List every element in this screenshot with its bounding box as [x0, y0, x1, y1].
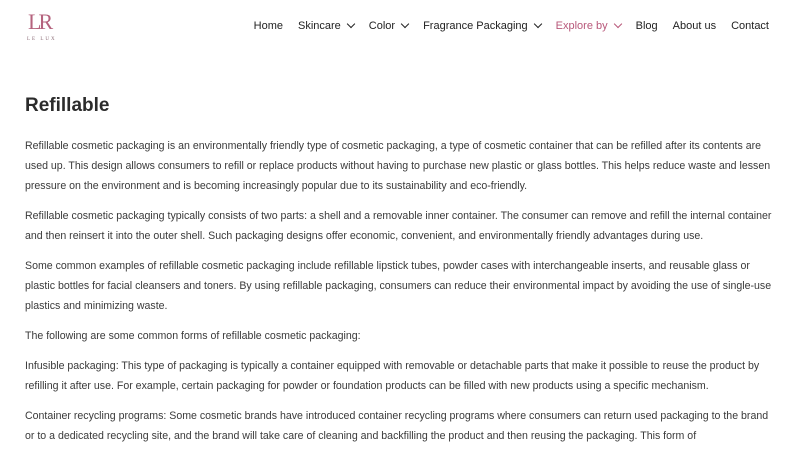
main-nav: [254, 19, 769, 33]
nav-item-label: Skincare: [297, 20, 341, 32]
nav-item-label: Home: [253, 20, 283, 32]
nav-item-fragrance-packaging[interactable]: [423, 19, 541, 33]
paragraph: Some common examples of refillable cosmetic packaging include refillable lipstick tubes, powder cases with interchangeable inserts, and reusable glass or plastic bottles for facial cleansers and toners. By using refillable packaging, consumers can reduce their environmental impact by avoiding the use of single-use plastics and minimizing waste.: [25, 260, 772, 312]
site-header: [0, 0, 800, 54]
nav-item-color[interactable]: [369, 19, 408, 33]
paragraph: Infusible packaging: This type of packaging is typically a container equipped with removable or detachable parts that make it possible to reuse the product by refilling it after use. For example, certain packaging for powder or foundation products can be filled with new products using a specific mechanism.: [25, 360, 760, 392]
nav-item-skincare[interactable]: [298, 19, 354, 33]
nav-item-label: Explore by: [555, 20, 608, 32]
nav-item-label: About us: [672, 20, 717, 32]
nav-item-label: Contact: [731, 20, 769, 32]
nav-item-blog[interactable]: [636, 19, 658, 33]
chevron-down-icon: [613, 20, 621, 28]
chevron-down-icon: [401, 20, 409, 28]
nav-item-contact[interactable]: [731, 19, 769, 33]
paragraph: Refillable cosmetic packaging typically consists of two parts: a shell and a removable inner container. The consumer can remove and refill the internal container and then reinsert it into the outer shell. Such packaging designs offer economic, convenient, and environmentally friendly advantages during use.: [25, 210, 772, 242]
nav-item-label: Blog: [635, 20, 658, 32]
nav-item-label: Fragrance Packaging: [423, 20, 528, 32]
page-title: Refillable: [25, 95, 110, 116]
chevron-down-icon: [347, 20, 355, 28]
nav-item-about-us[interactable]: [673, 19, 716, 33]
paragraph: Container recycling programs: Some cosmetic brands have introduced container recycling programs where consumers can return used packaging to the brand or to a dedicated recycling site, and the brand will take care of cleaning and backfilling the product and then reusing the packaging. This form of: [25, 410, 769, 442]
logo-text: LE LUX: [27, 37, 57, 42]
brand-logo[interactable]: [24, 10, 56, 44]
paragraph: The following are some common forms of refillable cosmetic packaging:: [25, 330, 361, 342]
nav-item-home[interactable]: [254, 19, 283, 33]
paragraph: Refillable cosmetic packaging is an environmentally friendly type of cosmetic packaging, a type of cosmetic container that can be refilled after its contents are used up. This design allows consumers to refill or replace products without having to purchase new plastic or glass bottles. This helps reduce waste and lessen pressure on the environment and is becoming increasingly popular due to its sustainability and eco-friendly.: [25, 140, 771, 192]
chevron-down-icon: [533, 20, 541, 28]
logo-mark: LR: [28, 9, 51, 34]
main-content: [25, 94, 777, 450]
nav-item-label: Color: [368, 20, 396, 32]
nav-item-explore-by[interactable]: [556, 19, 621, 33]
